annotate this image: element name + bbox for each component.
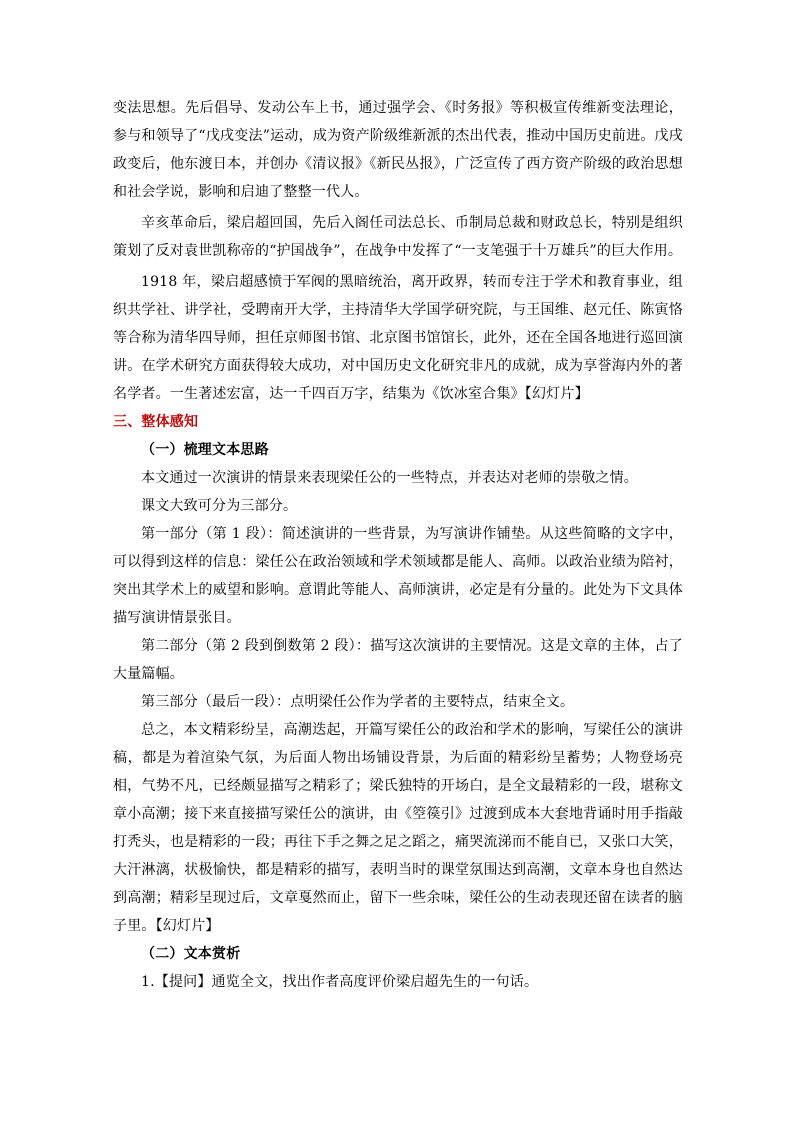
paragraph-conclusion: 总之，本文精彩纷呈，高潮迭起，开篇写梁任公的政治和学术的影响，写梁任公的演讲稿，都是为着渲染气氛，为后面人物出场铺设背景，为后面的精彩纷呈蓄势；人物登场亮相，气势不凡，已经颇显描写之精彩了；梁氏独特的开场白，是全文最精彩的一段，堪称文章小高潮；接下来直接描写梁任公的演讲，由《箜篌引》过渡到成本大套地背诵时用手指敲打秃头，也是精彩的一段；再往下手之舞之足之蹈之，痛哭流涕而不能自已，又张口大笑，大汗淋漓，状极愉快，都是精彩的描写，表明当时的课堂氛围达到高潮，文章本身也自然达到高潮；精彩呈现过后，文章戛然而止，留下一些余味，梁任公的生动表现还留在读者的脑子里。【幻灯片】 bbox=[113, 722, 683, 934]
paragraph-part-three: 第三部分（最后一段）：点明梁任公作为学者的主要特点，结束全文。 bbox=[141, 694, 575, 710]
paragraph-three-parts: 课文大致可分为三部分。 bbox=[141, 498, 298, 514]
paragraph-summary: 本文通过一次演讲的情景来表现梁任公的一些特点，并表达对老师的崇敬之情。 bbox=[141, 470, 638, 486]
subheading-text-appreciation: （二）文本赏析 bbox=[141, 946, 241, 962]
paragraph-question-one: 1.【提问】通览全文，找出作者高度评价梁启超先生的一句话。 bbox=[141, 974, 539, 990]
paragraph-after-revolution: 辛亥革命后，梁启超回国，先后入阁任司法总长、币制局总裁和财政总长，特别是组织策划了反对袁世凯称帝的“护国战争”，在战争中发挥了“一支笔强于十万雄兵”的巨大作用。 bbox=[113, 215, 683, 259]
paragraph-1918-academic: 1918 年，梁启超感愤于军阀的黑暗统治，离开政界，转而专注于学术和教育事业，组织共学社、讲学社，受聘南开大学，主持清华大学国学研究院，与王国维、赵元任、陈寅恪等合称为清华四导师，担任京师图书馆、北京图书馆馆长，此外，还在全国各地进行巡回演讲。在学术研究方面获得较大成功，对中国历史文化研究非凡的成就，成为享誉海内外的著名学者。一生著述宏富，达一千四百万字，结集为《饮冰室合集》【幻灯片】 bbox=[113, 274, 683, 402]
paragraph-part-one: 第一部分（第 1 段）：简述演讲的一些背景，为写演讲作铺垫。从这些简略的文字中，可以得到这样的信息：梁任公在政治领域和学术领域都是能人、高师。以政治业绩为陪衬，突出其学术上的威望和影响。意谓此等能人、高师演讲，必定是有分量的。此处为下文具体描写演讲情景张目。 bbox=[113, 526, 683, 626]
section-heading-overall-perception: 三、整体感知 bbox=[113, 414, 199, 430]
paragraph-part-two: 第二部分（第 2 段到倒数第 2 段）：描写这次演讲的主要情况。这是文章的主体，占了大量篇幅。 bbox=[113, 638, 683, 682]
paragraph-political-activities: 变法思想。先后倡导、发动公车上书，通过强学会、《时务报》等积极宣传维新变法理论，参与和领导了“戊戌变法”运动，成为资产阶级维新派的杰出代表，推动中国历史前进。戊戌政变后，他东渡日本，并创办《清议报》《新民丛报》，广泛宣传了西方资产阶级的政治思想和社会学说，影响和启迪了整整一代人。 bbox=[113, 100, 683, 200]
subheading-text-structure: （一）梳理文本思路 bbox=[141, 442, 269, 458]
document-page bbox=[113, 94, 683, 996]
